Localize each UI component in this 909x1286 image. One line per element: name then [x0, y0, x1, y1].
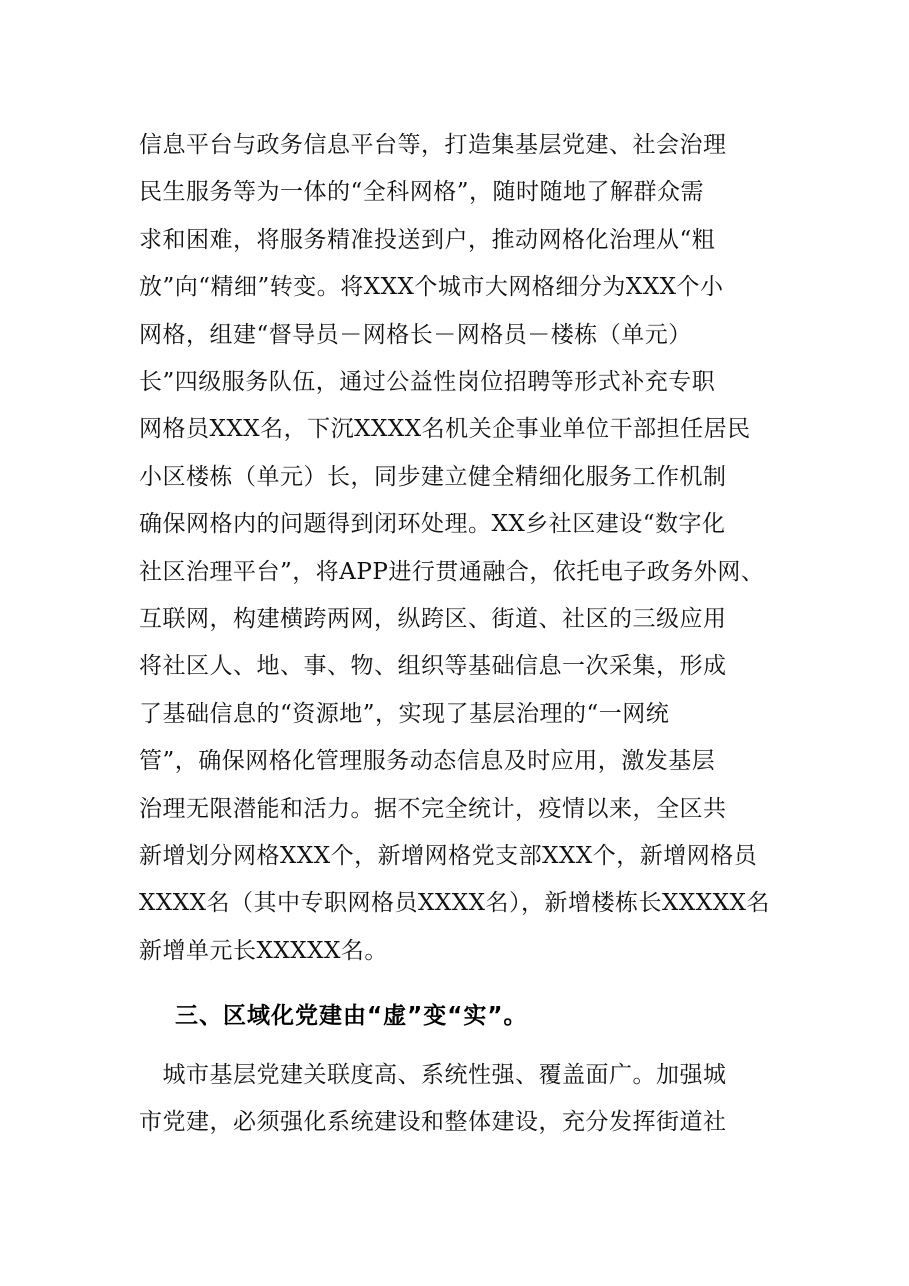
text-line: XXXX名（其中专职网格员XXXX名），新增楼栋长XXXXX名 — [139, 890, 770, 917]
text-line: 新增划分网格XXX个，新增网格党支部XXX个，新增网格员 — [139, 843, 758, 869]
text-line: 了基础信息的“资源地”，实现了基层治理的“一网统 — [139, 700, 670, 727]
text-line: 将社区人、地、事、物、组织等基础信息一次采集，形成 — [139, 653, 727, 680]
text-line: 小区楼栋（单元）长，同步建立健全精细化服务工作机制 — [139, 463, 727, 490]
text-line: 市党建，必须强化系统建设和整体建设，充分发挥街道社 — [139, 1109, 727, 1136]
text-line: 互联网，构建横跨两网，纵跨区、街道、社区的三级应用 — [139, 606, 727, 632]
text-line: 网格，组建“督导员－网格长－网格员－楼栋（单元） — [139, 321, 692, 348]
section-heading: 三、区域化党建由“虚”变“实”。 — [175, 1003, 528, 1029]
text-line: 管”，确保网格化管理服务动态信息及时应用，激发基层 — [139, 748, 716, 775]
text-line: 放”向“精细”转变。将XXX个城市大网格细分为XXX个小 — [139, 274, 724, 301]
text-line: 长”四级服务队伍，通过公益性岗位招聘等形式补充专职 — [139, 369, 716, 395]
text-line: 城市基层党建关联度高、系统性强、覆盖面广。加强城 — [139, 1062, 727, 1088]
text-line: 求和困难，将服务精准投送到户，推动网格化治理从“粗 — [139, 226, 716, 253]
text-line: 网格员XXX名，下沉XXXX名机关企事业单位干部担任居民 — [139, 416, 751, 443]
text-line: 信息平台与政务信息平台等，打造集基层党建、社会治理 — [139, 132, 727, 158]
text-line: 确保网格内的问题得到闭环处理。XX乡社区建设“数字化 — [139, 511, 726, 538]
text-line: 社区治理平台”，将APP进行贯通融合，依托电子政务外网、 — [139, 558, 765, 585]
text-line: 新增单元长XXXXX名。 — [139, 937, 388, 964]
text-line: 民生服务等为一体的“全科网格”，随时随地了解群众需 — [139, 179, 705, 206]
text-line: 治理无限潜能和活力。据不完全统计，疫情以来，全区共 — [139, 795, 727, 822]
